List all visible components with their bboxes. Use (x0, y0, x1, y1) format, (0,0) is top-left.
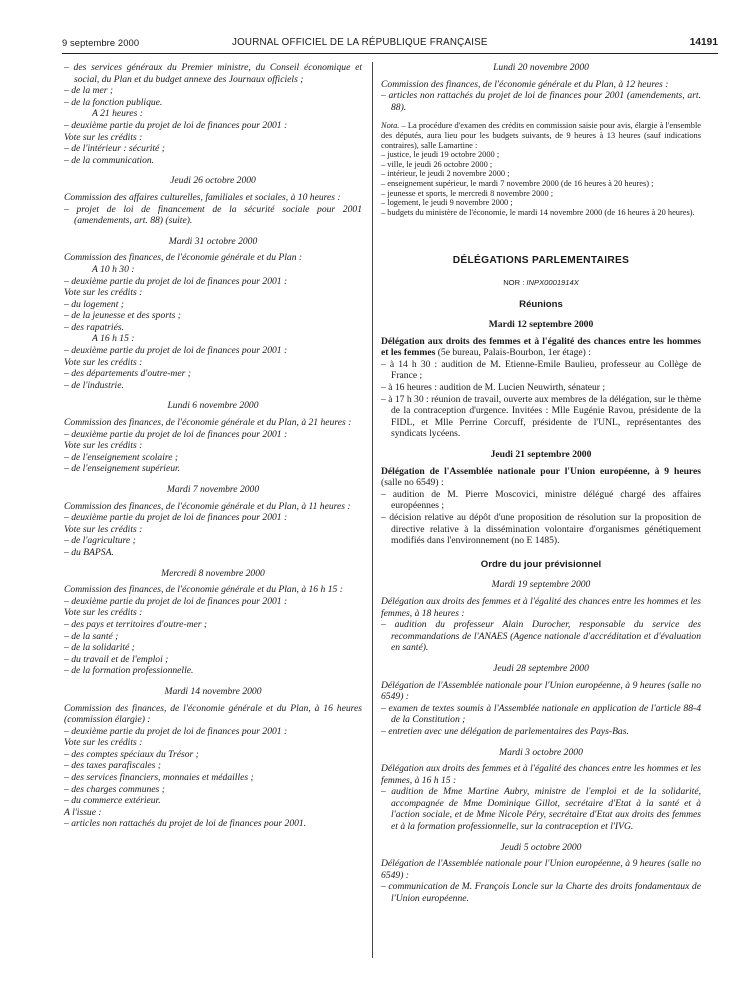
list-item: – intérieur, le jeudi 2 novembre 2000 ; (381, 169, 510, 179)
list-item: – de l'industrie. (64, 379, 124, 391)
intro-list (64, 62, 362, 108)
delegation-line (381, 466, 701, 489)
section-title: DÉLÉGATIONS PARLEMENTAIRES (452, 255, 630, 267)
list-item: – entretien avec une délégation de parlementaires des Pays-Bas. (381, 725, 629, 737)
header-date: 9 septembre 2000 (62, 37, 140, 48)
header-journal-title: JOURNAL OFFICIEL DE LA RÉPUBLIQUE FRANÇAISE (232, 37, 488, 48)
list-item: – articles non rattachés du projet de loi de finances pour 2001 (amendements, art. 88). (381, 90, 701, 113)
vote-label: Vote sur les crédits : (64, 440, 143, 452)
list-item: – de l'intérieur : sécurité ; (64, 143, 165, 155)
list-item: – deuxième partie du projet de loi de finances pour 2001 : (64, 725, 288, 737)
list-item: – audition de M. Pierre Moscovici, ministre délégué chargé des affaires européennes ; (381, 488, 701, 512)
list-item: – projet de loi de financement de la sécurité sociale pour 2001 (amendements, art. 88) (suite). (64, 203, 362, 227)
delegation-line: Délégation de l'Assemblée nationale pour l'Union européenne, à 9 heures (salle no 6549) : (381, 858, 701, 881)
right-column (381, 62, 701, 905)
session-date: Lundi 20 novembre 2000 (493, 62, 589, 73)
commission-line: Commission des affaires culturelles, familiales et sociales, à 10 heures : (64, 191, 341, 203)
session-date: Mardi 14 novembre 2000 (164, 685, 262, 697)
list-item: – à 16 heures : audition de M. Lucien Neuwirth, sénateur ; (381, 382, 606, 394)
list-item: – deuxième partie du projet de loi de finances pour 2001 : (64, 428, 288, 440)
list-item: – du travail et de l'emploi ; (64, 653, 169, 665)
vote-label: Vote sur les crédits : (64, 737, 143, 749)
list-item: – jeunesse et sports, le mercredi 8 novembre 2000 ; (381, 188, 554, 198)
list-item: – à 17 h 30 : réunion de travail, ouverte aux membres de la délégation, sur le thème de la contraception d'urgence. Invitées : Mlle Eugénie Ravou, présidente de la FIDL, et Mlle Perrine Corcuff, présidente de l'UNL, représentantes des syndicats lycéens. (381, 393, 701, 440)
time-label: A 10 h 30 : (92, 263, 135, 275)
list-item: – des charges communes ; (64, 783, 165, 795)
list-item: – logement, le jeudi 9 novembre 2000 ; (381, 198, 513, 208)
list-item: – du commerce extérieur. (64, 795, 161, 807)
list-item: – audition de Mme Martine Aubry, ministre de l'emploi et de la solidarité, accompagnée de Mme Dominique Gillot, secrétaire d'Etat à la santé et à l'action sociale, et de Mme Nicole Péry, secrétaire d'Etat aux droits des femmes et à la formation professionnelle, sur la contraception et l'IVG. (381, 786, 701, 833)
list-item: – du logement ; (64, 298, 124, 310)
delegation-place: (salle no 6549) : (381, 477, 444, 489)
list-item: – deuxième partie du projet de loi de finances pour 2001 : (64, 119, 288, 131)
header-rule (62, 53, 718, 54)
list-item: – audition du professeur Alain Durocher, responsable du service des recommandations de l'ANAES (Agence nationale d'accréditation et d'évaluation en santé). (381, 619, 701, 654)
nor-label: NOR : (503, 277, 527, 287)
commission-line: Commission des finances, de l'économie générale et du Plan, à 12 heures : (381, 78, 669, 90)
odj-title: Ordre du jour prévisionnel (480, 558, 602, 570)
list-item: – justice, le jeudi 19 octobre 2000 ; (381, 150, 500, 160)
list-item: – de l'enseignement scolaire ; (64, 451, 179, 463)
list-item: – des comptes spéciaux du Trésor ; (64, 748, 199, 760)
vote-label: Vote sur les crédits : (64, 607, 143, 619)
list-item: – deuxième partie du projet de loi de finances pour 2001 : (64, 595, 288, 607)
list-item: – deuxième partie du projet de loi de finances pour 2001 : (64, 275, 288, 287)
list-item: – de la solidarité ; (64, 642, 135, 654)
list-item: – des rapatriés. (64, 321, 124, 333)
commission-line: Commission des finances, de l'économie générale et du Plan, à 16 h 15 : (64, 584, 343, 596)
reunions-title: Réunions (519, 298, 563, 310)
list-item: – de la jeunesse et des sports ; (64, 310, 181, 322)
list-item: – deuxième partie du projet de loi de finances pour 2001 : (64, 512, 288, 524)
session-date: Mardi 7 novembre 2000 (166, 484, 260, 495)
vote-label: Vote sur les crédits : (64, 356, 143, 368)
list-item: – à 14 h 30 : audition de M. Etienne-Emile Baulieu, professeur au Collège de France ; (381, 358, 701, 382)
header-page-number: 14191 (689, 37, 718, 48)
session-date: Mardi 3 octobre 2000 (499, 746, 583, 758)
list-item: – des départements d'outre-mer ; (64, 368, 191, 380)
vote-label: Vote sur les crédits : (64, 287, 143, 299)
list-item: – examen de textes soumis à l'Assemblée nationale en application de l'article 88-4 de la Constitution ; (381, 702, 701, 726)
session-date: Jeudi 21 septembre 2000 (490, 449, 592, 461)
session-date: Lundi 6 novembre 2000 (167, 400, 259, 412)
list-item: – articles non rattachés du projet de loi de finances pour 2001. (64, 818, 307, 830)
list-item: – ville, le jeudi 26 octobre 2000 ; (381, 159, 493, 169)
commission-line: Commission des finances, de l'économie générale et du Plan, à 16 heures (commission élargie) : (64, 702, 362, 726)
issue-label: A l'issue : (64, 806, 102, 818)
session-date: Mardi 31 octobre 2000 (168, 235, 258, 247)
session-date: Jeudi 28 septembre 2000 (493, 662, 589, 674)
left-column (64, 62, 362, 830)
list-item: – de l'agriculture ; (64, 535, 136, 547)
time-label: A 21 heures : (92, 108, 143, 120)
time-label: A 16 h 15 : (92, 333, 135, 345)
commission-line: Commission des finances, de l'économie générale et du Plan, à 21 heures : (64, 417, 352, 429)
list-item: – des services généraux du Premier ministre, du Conseil économique et social, du Plan et du budget annexe des Journaux officiels ; (64, 62, 362, 85)
delegation-line (381, 336, 701, 359)
nor-code: INPX0001914X (526, 277, 579, 287)
list-item: – deuxième partie du projet de loi de finances pour 2001 : (64, 345, 288, 357)
column-divider (372, 62, 373, 958)
page-header (62, 37, 718, 53)
session-date: Mercredi 8 novembre 2000 (161, 567, 265, 579)
list-item: – des taxes parafiscales ; (64, 760, 161, 772)
list-item: – de la mer ; (64, 85, 114, 97)
commission-line: Commission des finances, de l'économie générale et du Plan, à 11 heures : (64, 500, 351, 512)
list-item: – budgets du ministère de l'économie, le mardi 14 novembre 2000 (de 16 heures à 20 heures). (381, 207, 695, 217)
session-date: Mardi 19 septembre 2000 (491, 579, 591, 591)
nor-reference (381, 277, 701, 289)
list-item: – communication de M. François Loncle sur la Charte des droits fondamentaux de l'Union européenne. (381, 881, 701, 905)
session-date: Mardi 12 septembre 2000 (488, 319, 594, 331)
nota-label: Nota. (381, 121, 400, 131)
list-item: – des pays et territoires d'outre-mer ; (64, 618, 208, 630)
delegation-line: Délégation de l'Assemblée nationale pour l'Union européenne, à 9 heures (salle no 6549) : (381, 679, 701, 703)
list-item: – de la communication. (64, 154, 155, 166)
delegation-place: (5e bureau, Palais-Bourbon, 1er étage) : (435, 347, 591, 359)
list-item: – de la santé ; (64, 630, 119, 642)
list-item: – du BAPSA. (64, 546, 114, 558)
delegation-name: Délégation aux droits des femmes et à l'égalité des chances entre les hommes et les femmes (381, 335, 701, 359)
nota-block (381, 121, 701, 217)
list-item: – de la formation professionnelle. (64, 665, 194, 677)
session-date: Jeudi 26 octobre 2000 (170, 175, 256, 187)
list-item: – de la fonction publique. (64, 96, 163, 108)
list-item: – décision relative au dépôt d'une proposition de résolution sur la proposition de directive relative à la dissémination volontaire d'organismes génétiquement modifiés dans l'environnement (no E 1485). (381, 512, 701, 547)
vote-label: Vote sur les crédits : (64, 131, 143, 143)
list-item: – de l'enseignement supérieur. (64, 463, 181, 475)
vote-label: Vote sur les crédits : (64, 523, 143, 535)
delegation-name: Délégation de l'Assemblée nationale pour l'Union européenne, à 9 heures (381, 465, 701, 477)
delegation-line: Délégation aux droits des femmes et à l'égalité des chances entre les hommes et les femmes, à 16 h 15 : (381, 763, 701, 786)
list-item: – enseignement supérieur, le mardi 7 novembre 2000 (de 16 heures à 20 heures) ; (381, 178, 654, 188)
commission-line: Commission des finances, de l'économie générale et du Plan : (64, 252, 303, 264)
nota-text: – La procédure d'examen des crédits en commission saisie pour avis, élargie à l'ensemble des députés, aura lieu pour les budgets suivants, de 9 heures à 13 heures (sauf indications contraires), salle Lamartine : (381, 121, 701, 150)
list-item: – des services financiers, monnaies et médailles ; (64, 772, 254, 784)
session-date: Jeudi 5 octobre 2000 (500, 841, 582, 853)
delegation-line: Délégation aux droits des femmes et à l'égalité des chances entre les hommes et les femmes, à 18 heures : (381, 595, 701, 619)
